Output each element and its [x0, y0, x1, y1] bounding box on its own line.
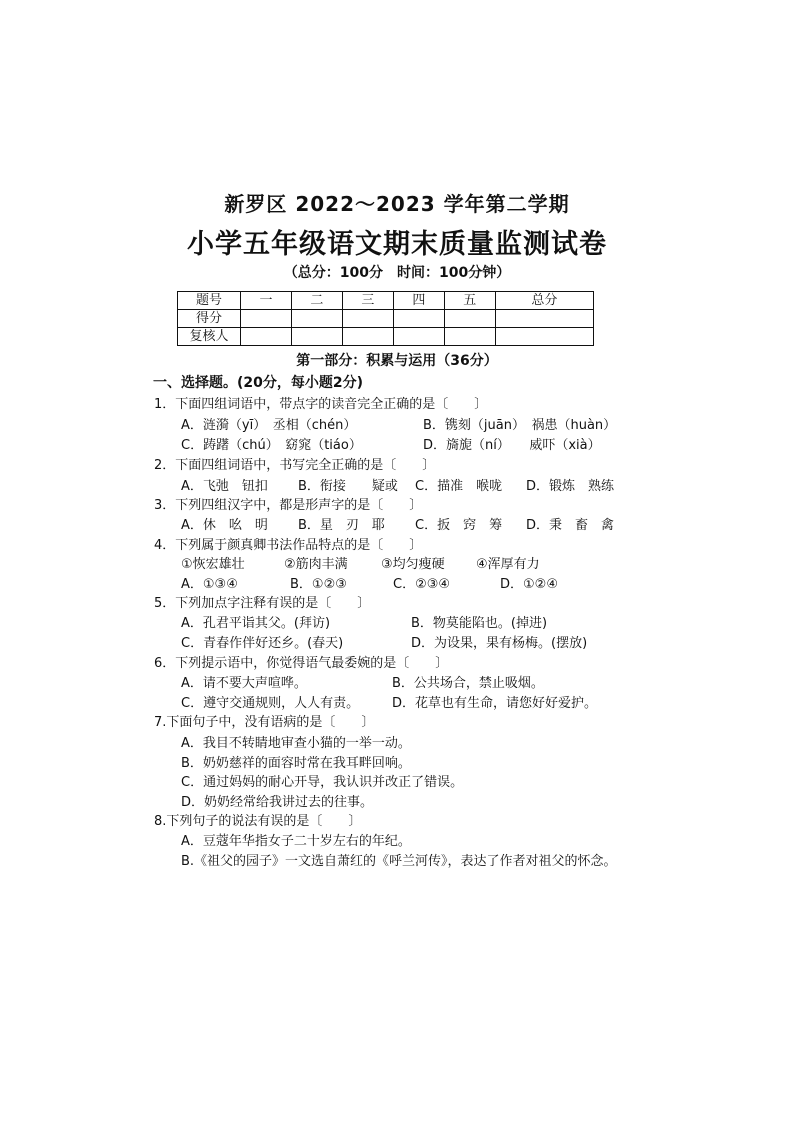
exam-region-term: 新罗区 2022～2023 学年第二学期 [224, 192, 570, 216]
question-option: A．涟漪（yī） 丞相（chén） [181, 418, 357, 433]
score-table-cell: 四 [393, 292, 444, 310]
question-option: A．①③④ [181, 577, 238, 592]
question-option: C．描准 喉咙 [415, 479, 503, 494]
score-table-cell: 题号 [178, 292, 241, 310]
score-table [177, 291, 594, 346]
question-stem: 4．下列属于颜真卿书法作品特点的是〔 〕 [154, 538, 423, 553]
score-table-cell: 总分 [495, 292, 593, 310]
question-option: D．花草也有生命，请您好好爱护。 [392, 696, 598, 711]
part-1-heading: 第一部分：积累与运用（36分） [296, 353, 498, 369]
question-stem: 7.下面句子中，没有语病的是〔 〕 [154, 715, 375, 730]
exam-title: 小学五年级语文期末质量监测试卷 [187, 229, 607, 260]
score-table-cell [342, 310, 393, 328]
score-table-row [178, 328, 594, 346]
question-option: D．锻炼 熟练 [526, 479, 615, 494]
question-option: B．奶奶慈祥的面容时常在我耳畔回响。 [181, 756, 411, 771]
score-table-row-label: 得分 [178, 310, 241, 328]
question-stem: 8.下列句子的说法有误的是〔 〕 [154, 814, 362, 829]
question-option: B．镌刻（juān） 祸患（huàn） [423, 418, 617, 433]
question-option: D．旖旎（ní） 威吓（xià） [423, 438, 601, 453]
question-option: D．为设果，果有杨梅。(摆放) [411, 636, 588, 651]
score-table-row [178, 310, 594, 328]
question-option: D．秉 畜 禽 [526, 518, 615, 533]
score-table-cell [495, 310, 593, 328]
question-option: A．豆蔻年华指女子二十岁左右的年纪。 [181, 834, 411, 849]
score-table-cell [495, 328, 593, 346]
score-table-cell [444, 310, 495, 328]
question-option: C．青春作伴好还乡。(春天) [181, 636, 344, 651]
score-table-cell: 三 [342, 292, 393, 310]
question-option: B．①②③ [290, 577, 347, 592]
question-option: C．扳 窍 筹 [415, 518, 503, 533]
question-option: A．飞弛 钮扣 [181, 479, 268, 494]
question-stem: 5．下列加点字注释有误的是〔 〕 [154, 596, 371, 611]
score-table-cell [291, 310, 342, 328]
question-option: B．衔接 疑或 [298, 479, 398, 494]
question-option: B．星 刃 耶 [298, 518, 385, 533]
question-option: A．孔君平诣其父。(拜访) [181, 616, 331, 631]
score-table-cell [444, 328, 495, 346]
question-option: C．遵守交通规则，人人有责。 [181, 696, 360, 711]
question-option: C．②③④ [393, 577, 451, 592]
question-option: B．物莫能陷也。(掉进) [411, 616, 548, 631]
question-option: C．踌躇（chú） 窈窕（tiáo） [181, 438, 362, 453]
question-option: A．请不要大声喧哗。 [181, 676, 307, 691]
section-1-heading: 一、选择题。(20分，每小题2分) [153, 375, 364, 391]
score-table-header-row [178, 292, 594, 310]
question-option: A．休 吆 明 [181, 518, 268, 533]
question-option: ②筋肉丰满 [284, 557, 348, 572]
question-option: C．通过妈妈的耐心开导，我认识并改正了错误。 [181, 775, 464, 790]
score-table-cell [393, 310, 444, 328]
question-option: A．我目不转睛地审查小猫的一举一动。 [181, 736, 411, 751]
score-table-row-label: 复核人 [178, 328, 241, 346]
question-stem: 2．下面四组词语中，书写完全正确的是〔 〕 [154, 458, 436, 473]
question-option: ④浑厚有力 [476, 557, 540, 572]
exam-score-time: （总分：100分 时间：100分钟） [283, 265, 511, 281]
score-table-cell [291, 328, 342, 346]
question-option: D．①②④ [500, 577, 558, 592]
score-table-cell: 五 [444, 292, 495, 310]
question-option: ③均匀瘦硬 [381, 557, 445, 572]
score-table-cell: 一 [241, 292, 292, 310]
score-table-cell [241, 310, 292, 328]
score-table-cell: 二 [291, 292, 342, 310]
question-option: D．奶奶经常给我讲过去的往事。 [181, 795, 374, 810]
question-option: B．公共场合，禁止吸烟。 [392, 676, 544, 691]
question-option: B.《祖父的园子》一文选自萧红的《呼兰河传》，表达了作者对祖父的怀念。 [181, 854, 617, 869]
question-stem: 6．下列提示语中，你觉得语气最委婉的是〔 〕 [154, 656, 449, 671]
question-option: ①恢宏雄壮 [181, 557, 245, 572]
question-stem: 1．下面四组词语中，带点字的读音完全正确的是〔 〕 [154, 397, 488, 412]
score-table-cell [241, 328, 292, 346]
question-stem: 3．下列四组汉字中，都是形声字的是〔 〕 [154, 498, 423, 513]
score-table-cell [393, 328, 444, 346]
score-table-cell [342, 328, 393, 346]
